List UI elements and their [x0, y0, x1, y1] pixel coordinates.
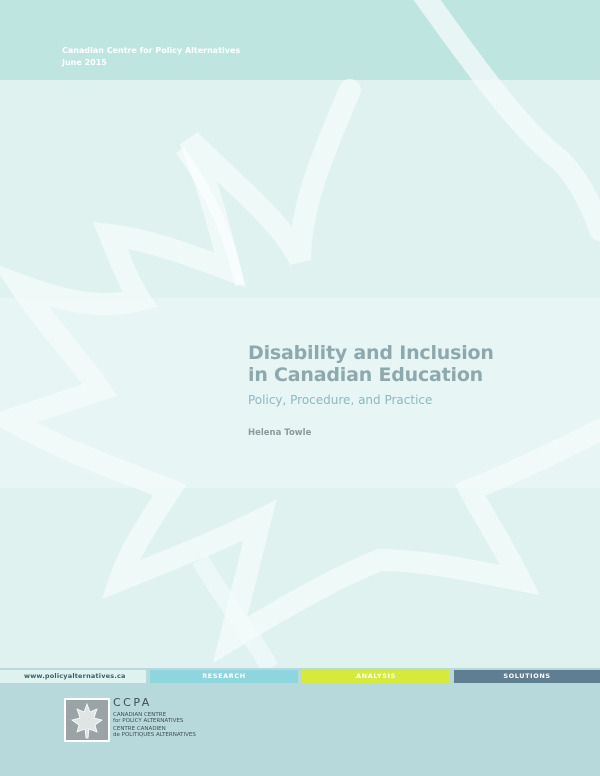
- ccpa-acronym: CCPA: [113, 696, 152, 709]
- logo-line-3: CENTRE CANADIEN: [113, 726, 166, 732]
- logo-line-1: CANADIAN CENTRE: [113, 712, 167, 718]
- report-title-line-1: Disability and Inclusion: [248, 342, 494, 364]
- logo-line-4: de POLITIQUES ALTERNATIVES: [113, 732, 196, 738]
- report-subtitle: Policy, Procedure, and Practice: [248, 393, 433, 407]
- research-tag: RESEARCH: [150, 670, 298, 683]
- analysis-tag: ANALYSIS: [302, 670, 450, 683]
- organization-name: Canadian Centre for Policy Alternatives: [62, 46, 241, 55]
- report-title: [248, 342, 588, 386]
- solutions-tag: SOLUTIONS: [454, 670, 600, 683]
- publication-date: June 2015: [62, 58, 107, 67]
- author-name: Helena Towle: [248, 428, 312, 438]
- website-link[interactable]: www.policyalternatives.ca: [0, 670, 146, 683]
- logo-line-2: for POLICY ALTERNATIVES: [113, 718, 184, 724]
- report-title-line-2: in Canadian Education: [248, 364, 484, 386]
- ccpa-logo-icon: [64, 698, 110, 742]
